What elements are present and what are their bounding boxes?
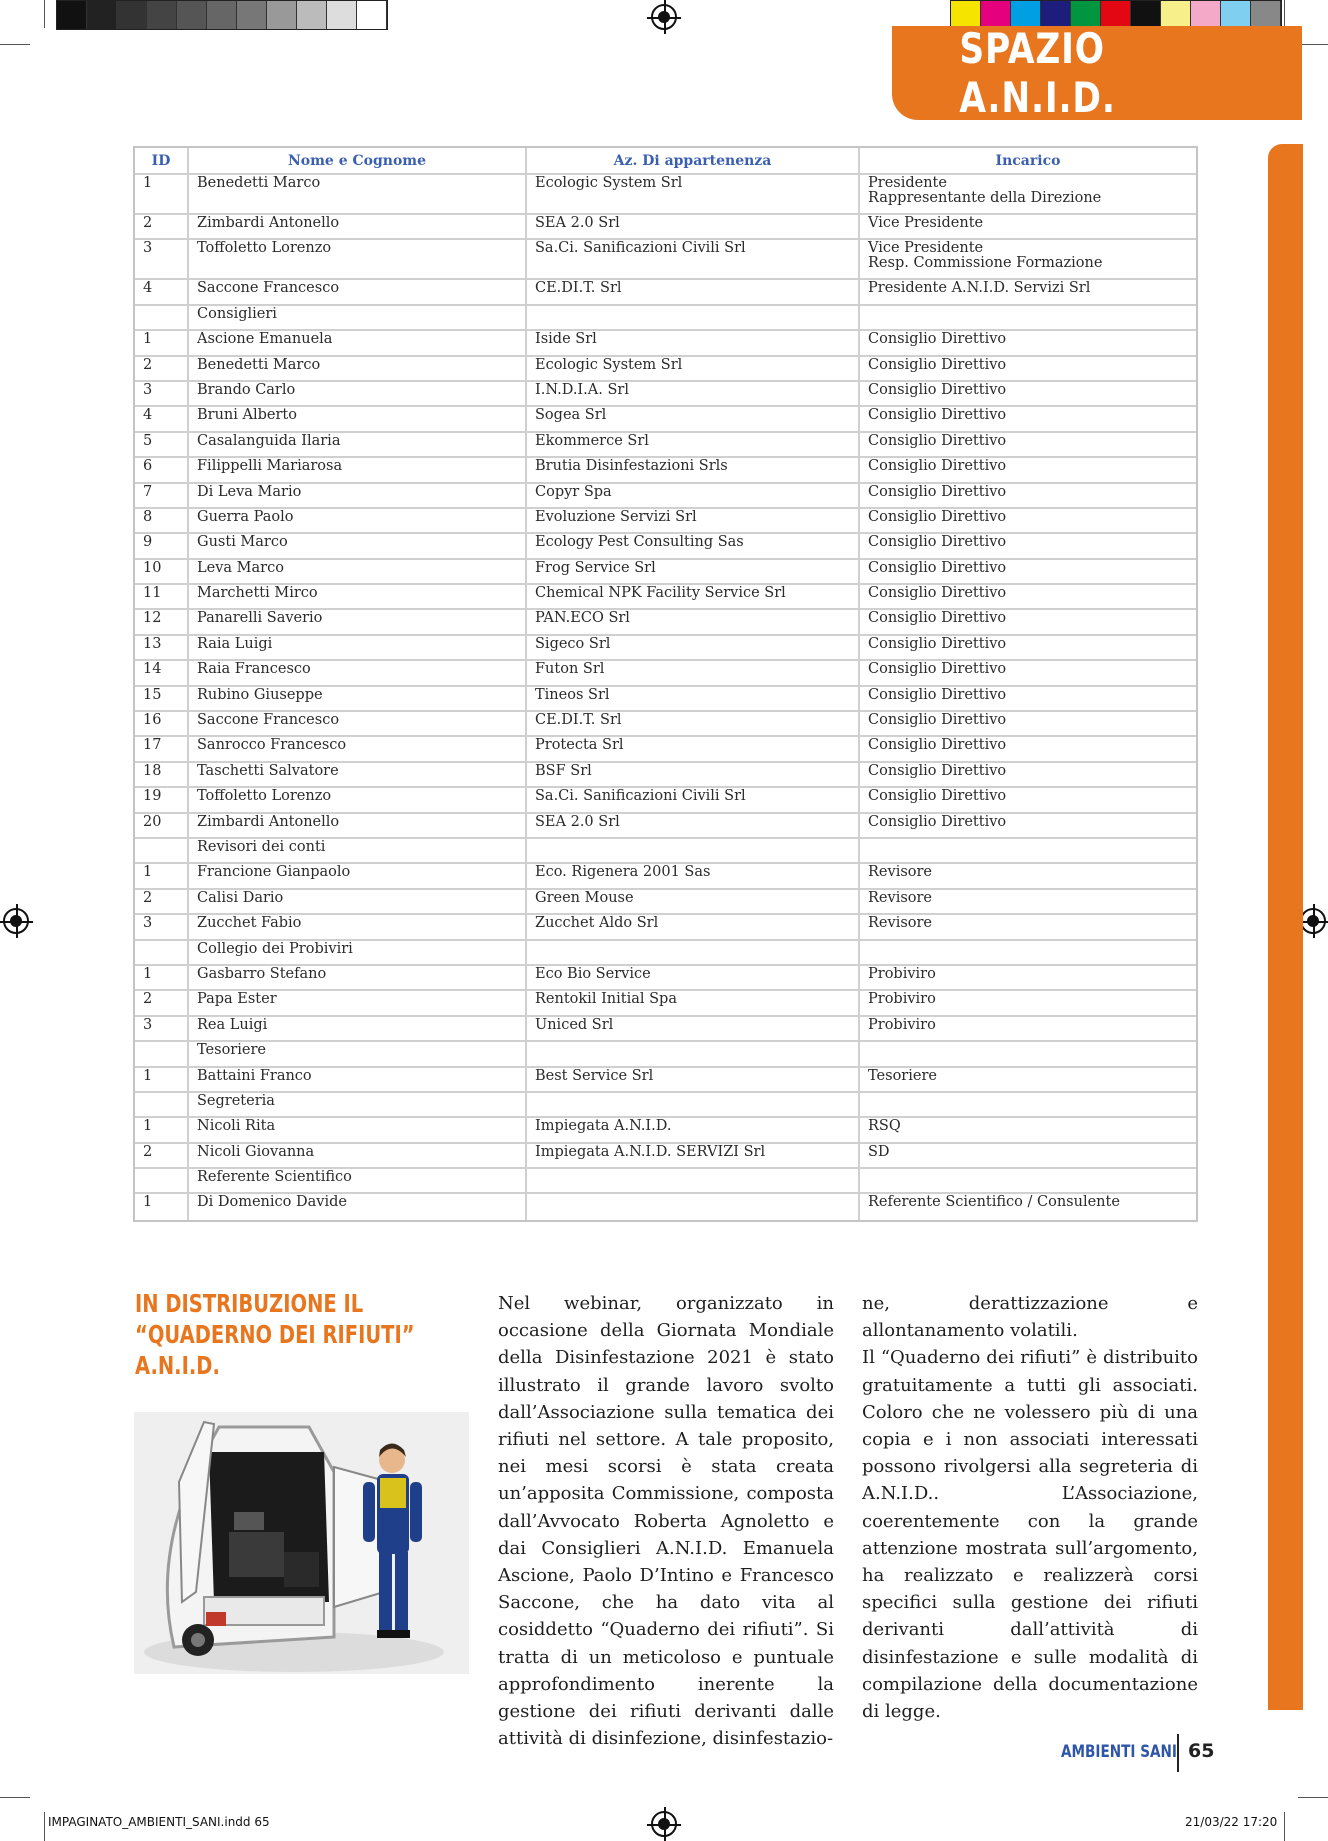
- cell-role: Consiglio Direttivo: [860, 357, 1196, 382]
- cell-role: Consiglio Direttivo: [860, 814, 1196, 839]
- cell-role: Consiglio Direttivo: [860, 763, 1196, 788]
- cell-company: Impiegata A.N.I.D. SERVIZI Srl: [527, 1144, 860, 1169]
- cell-company: Ecology Pest Consulting Sas: [527, 534, 860, 559]
- article-title-line: IN DISTRIBUZIONE IL: [135, 1289, 364, 1318]
- registration-mark-icon: [651, 4, 677, 30]
- cell-company: [527, 306, 860, 331]
- cell-role: Probiviro: [860, 991, 1196, 1016]
- cell-role: Consiglio Direttivo: [860, 687, 1196, 712]
- side-accent-strip: [1268, 144, 1303, 1710]
- crop-mark: [44, 1812, 45, 1841]
- cell-role: Consiglio Direttivo: [860, 737, 1196, 762]
- cell-name: Revisori dei conti: [189, 839, 527, 864]
- table-row: [135, 864, 1196, 889]
- cell-name: Di Domenico Davide: [189, 1194, 527, 1219]
- crop-mark: [0, 1797, 30, 1798]
- column-header-company: Az. Di appartenenza: [527, 148, 860, 175]
- cell-company: Evoluzione Servizi Srl: [527, 509, 860, 534]
- crop-mark: [44, 0, 45, 28]
- table-row: [135, 788, 1196, 813]
- print-slug-date: 21/03/22 17:20: [1185, 1815, 1278, 1829]
- cell-id: [135, 306, 189, 331]
- cell-role-line: Rappresentante della Direzione: [868, 190, 1102, 206]
- cell-name: Segreteria: [189, 1093, 527, 1118]
- crop-mark: [1298, 44, 1328, 45]
- cell-id: 5: [135, 433, 189, 458]
- grayscale-calibration-bar: [56, 0, 388, 30]
- article-paragraph: ne, derattizzazione e allontanamento volatili.: [862, 1293, 1198, 1342]
- cell-id: [135, 1042, 189, 1067]
- cell-company: [527, 1042, 860, 1067]
- cell-role: [860, 175, 1196, 215]
- cell-id: 10: [135, 560, 189, 585]
- cell-role: Revisore: [860, 915, 1196, 940]
- cell-name: Calisi Dario: [189, 890, 527, 915]
- cell-role: Consiglio Direttivo: [860, 788, 1196, 813]
- crop-mark: [1284, 1812, 1285, 1841]
- cell-id: 18: [135, 763, 189, 788]
- table-row: [135, 585, 1196, 610]
- cell-role: Consiglio Direttivo: [860, 331, 1196, 356]
- column-header-id: ID: [135, 148, 189, 175]
- table-row: [135, 1118, 1196, 1143]
- cell-company: CE.DI.T. Srl: [527, 712, 860, 737]
- cell-role: Consiglio Direttivo: [860, 484, 1196, 509]
- cell-name: Rea Luigi: [189, 1017, 527, 1042]
- cell-role: [860, 941, 1196, 966]
- registration-mark-icon: [3, 908, 29, 934]
- officers-table: [133, 146, 1198, 1222]
- cell-company: Sigeco Srl: [527, 636, 860, 661]
- cell-name: Taschetti Salvatore: [189, 763, 527, 788]
- article-paragraph: Nel webinar, organizzato in occasione della Giornata Mondiale della Disinfestazione 2021 è stato illustrato il grande lavoro svolto dall’Associazione sulla tematica dei rifiuti nel settore. A tale proposito, nei mesi scorsi è stata creata un’apposita Commissione, composta dall’Avvocato Roberta Agnoletto e dai Consiglieri A.N.I.D. Emanuela Ascione, Paolo D’Intino e Francesco Saccone, che ha dato vita al cosiddetto “Quaderno dei rifiuti”. Si tratta di un meticoloso e puntuale approfondimento inerente la gestione dei rifiuti derivanti dalle attività di disinfezione, disinfestazio-: [498, 1293, 834, 1750]
- cell-company: Best Service Srl: [527, 1068, 860, 1093]
- cell-role: Consiglio Direttivo: [860, 407, 1196, 432]
- cell-id: 3: [135, 240, 189, 280]
- cell-company: Impiegata A.N.I.D.: [527, 1118, 860, 1143]
- cell-id: 4: [135, 280, 189, 305]
- van-technician-illustration: [134, 1412, 469, 1674]
- table-row: [135, 484, 1196, 509]
- cell-role: SD: [860, 1144, 1196, 1169]
- cell-id: [135, 1169, 189, 1194]
- table-row: [135, 280, 1196, 305]
- article-title-line: “QUADERNO DEI RIFIUTI”: [135, 1320, 415, 1349]
- cell-role: Consiglio Direttivo: [860, 610, 1196, 635]
- cell-company: Ecologic System Srl: [527, 175, 860, 215]
- article-column-1: [498, 1290, 834, 1752]
- cell-id: 1: [135, 331, 189, 356]
- van-technician-image: [134, 1412, 469, 1674]
- cell-id: 1: [135, 1068, 189, 1093]
- cell-name: Sanrocco Francesco: [189, 737, 527, 762]
- cell-name: Nicoli Rita: [189, 1118, 527, 1143]
- cell-company: Rentokil Initial Spa: [527, 991, 860, 1016]
- cell-name: Leva Marco: [189, 560, 527, 585]
- cell-company: Ecologic System Srl: [527, 357, 860, 382]
- cell-name: Benedetti Marco: [189, 175, 527, 215]
- cell-company: Ekommerce Srl: [527, 433, 860, 458]
- cell-id: 3: [135, 382, 189, 407]
- cell-name: Nicoli Giovanna: [189, 1144, 527, 1169]
- cell-id: 13: [135, 636, 189, 661]
- table-row: [135, 175, 1196, 215]
- cell-name: Battaini Franco: [189, 1068, 527, 1093]
- table-row: [135, 534, 1196, 559]
- table-row: [135, 991, 1196, 1016]
- cell-id: 2: [135, 991, 189, 1016]
- cell-id: 11: [135, 585, 189, 610]
- cell-role: Consiglio Direttivo: [860, 712, 1196, 737]
- table-row: [135, 382, 1196, 407]
- cell-id: [135, 941, 189, 966]
- cell-role: Consiglio Direttivo: [860, 458, 1196, 483]
- cell-company: Futon Srl: [527, 661, 860, 686]
- cell-role: Probiviro: [860, 1017, 1196, 1042]
- cell-name: Guerra Paolo: [189, 509, 527, 534]
- cell-role: Consiglio Direttivo: [860, 636, 1196, 661]
- table-row: [135, 1068, 1196, 1093]
- crop-mark: [1284, 0, 1285, 28]
- cell-role: Consiglio Direttivo: [860, 433, 1196, 458]
- table-row: [135, 306, 1196, 331]
- cell-company: SEA 2.0 Srl: [527, 814, 860, 839]
- cell-name: Zimbardi Antonello: [189, 814, 527, 839]
- cell-id: 2: [135, 357, 189, 382]
- cell-company: Copyr Spa: [527, 484, 860, 509]
- table-row: [135, 839, 1196, 864]
- cell-id: 8: [135, 509, 189, 534]
- table-row: [135, 433, 1196, 458]
- cell-id: [135, 839, 189, 864]
- cell-role-line: Vice Presidente: [868, 240, 984, 257]
- cell-company: Sogea Srl: [527, 407, 860, 432]
- cell-role: [860, 1093, 1196, 1118]
- cell-role: RSQ: [860, 1118, 1196, 1143]
- cell-company: Tineos Srl: [527, 687, 860, 712]
- column-header-name: Nome e Cognome: [189, 148, 527, 175]
- cell-role: Vice Presidente: [860, 215, 1196, 240]
- table-row: [135, 712, 1196, 737]
- crop-mark: [0, 44, 30, 45]
- table-row: [135, 1042, 1196, 1067]
- cell-company: Eco. Rigenera 2001 Sas: [527, 864, 860, 889]
- registration-mark-icon: [651, 1811, 677, 1837]
- cell-id: [135, 1093, 189, 1118]
- cell-company: BSF Srl: [527, 763, 860, 788]
- cell-id: 2: [135, 215, 189, 240]
- cell-company: Chemical NPK Facility Service Srl: [527, 585, 860, 610]
- cell-name: Bruni Alberto: [189, 407, 527, 432]
- cell-role: Presidente A.N.I.D. Servizi Srl: [860, 280, 1196, 305]
- cell-name: Tesoriere: [189, 1042, 527, 1067]
- table-row: [135, 331, 1196, 356]
- cell-company: Eco Bio Service: [527, 966, 860, 991]
- cell-name: Raia Francesco: [189, 661, 527, 686]
- cell-id: 1: [135, 864, 189, 889]
- cell-name: Di Leva Mario: [189, 484, 527, 509]
- cell-company: Brutia Disinfestazioni Srls: [527, 458, 860, 483]
- cell-role: Probiviro: [860, 966, 1196, 991]
- cell-id: 1: [135, 1118, 189, 1143]
- cell-id: 3: [135, 915, 189, 940]
- cell-id: 17: [135, 737, 189, 762]
- table-row: [135, 915, 1196, 940]
- cell-company: Frog Service Srl: [527, 560, 860, 585]
- cell-id: 4: [135, 407, 189, 432]
- cell-role: [860, 1169, 1196, 1194]
- cell-name: Rubino Giuseppe: [189, 687, 527, 712]
- cell-role: Consiglio Direttivo: [860, 585, 1196, 610]
- cell-name: Francione Gianpaolo: [189, 864, 527, 889]
- cell-role: Tesoriere: [860, 1068, 1196, 1093]
- cell-id: 7: [135, 484, 189, 509]
- cell-company: Protecta Srl: [527, 737, 860, 762]
- cell-id: 19: [135, 788, 189, 813]
- cell-role: Consiglio Direttivo: [860, 560, 1196, 585]
- cell-role: [860, 306, 1196, 331]
- cell-role-line: Resp. Commissione Formazione: [868, 255, 1103, 272]
- cell-name: Marchetti Mirco: [189, 585, 527, 610]
- cell-name: Casalanguida Ilaria: [189, 433, 527, 458]
- cell-name: Papa Ester: [189, 991, 527, 1016]
- cell-id: 2: [135, 1144, 189, 1169]
- cell-company: SEA 2.0 Srl: [527, 215, 860, 240]
- cell-company: Uniced Srl: [527, 1017, 860, 1042]
- cell-name: Toffoletto Lorenzo: [189, 788, 527, 813]
- table-row: [135, 357, 1196, 382]
- cell-id: 2: [135, 890, 189, 915]
- cell-role: Consiglio Direttivo: [860, 661, 1196, 686]
- table-row: [135, 1169, 1196, 1194]
- table-row: [135, 636, 1196, 661]
- table-row: [135, 407, 1196, 432]
- cell-company: [527, 1194, 860, 1219]
- article-title: [135, 1288, 470, 1381]
- cell-company: Iside Srl: [527, 331, 860, 356]
- cell-role-line: Presidente: [868, 175, 947, 191]
- cell-name: Toffoletto Lorenzo: [189, 240, 527, 280]
- cell-company: [527, 839, 860, 864]
- cell-company: I.N.D.I.A. Srl: [527, 382, 860, 407]
- print-slug-filename: IMPAGINATO_AMBIENTI_SANI.indd 65: [48, 1815, 270, 1829]
- cell-company: Sa.Ci. Sanificazioni Civili Srl: [527, 788, 860, 813]
- table-row: [135, 509, 1196, 534]
- table-row: [135, 661, 1196, 686]
- cell-name: Gusti Marco: [189, 534, 527, 559]
- table-row: [135, 215, 1196, 240]
- cell-role: Referente Scientifico / Consulente: [868, 1194, 1120, 1211]
- cell-name: Consiglieri: [189, 306, 527, 331]
- cell-name: Saccone Francesco: [189, 280, 527, 305]
- cell-id: 9: [135, 534, 189, 559]
- table-row: [135, 560, 1196, 585]
- table-row: [135, 737, 1196, 762]
- cell-id: 15: [135, 687, 189, 712]
- article-title-line: A.N.I.D.: [135, 1351, 220, 1380]
- section-title: SPAZIO A.N.I.D.: [959, 24, 1116, 122]
- page-number: 65: [1188, 1740, 1215, 1762]
- article-paragraph: Il “Quaderno dei rifiuti” è distribuito gratuitamente a tutti gli associati. Coloro che ne volessero più di una copia e i non associati interessati possono rivolgersi alla segreteria di A.N.I.D.. L’Associazione, coerentemente con la grande attenzione mostrata sull’argomento, ha realizzato e realizzerà corsi specifici sulla gestione dei rifiuti derivanti dall’attività di disinfestazione e sulle modalità di compilazione della documentazione di legge.: [862, 1347, 1198, 1723]
- table-row: [135, 687, 1196, 712]
- cell-id: 1: [135, 175, 189, 215]
- cell-company: [527, 1169, 860, 1194]
- cell-company: [527, 1093, 860, 1118]
- table-row: [135, 941, 1196, 966]
- cell-name: Benedetti Marco: [189, 357, 527, 382]
- cell-id: 16: [135, 712, 189, 737]
- cell-name: Brando Carlo: [189, 382, 527, 407]
- article-column-2: [862, 1290, 1198, 1725]
- cell-company: PAN.ECO Srl: [527, 610, 860, 635]
- cell-role: Revisore: [860, 864, 1196, 889]
- cell-name: Gasbarro Stefano: [189, 966, 527, 991]
- table-row: [135, 763, 1196, 788]
- cell-company: [527, 941, 860, 966]
- table-row: [135, 966, 1196, 991]
- table-row: [135, 1017, 1196, 1042]
- table-row: [135, 458, 1196, 483]
- column-header-role: Incarico: [860, 148, 1196, 175]
- cell-name: Panarelli Saverio: [189, 610, 527, 635]
- cell-name: Zimbardi Antonello: [189, 215, 527, 240]
- registration-mark-icon: [1300, 908, 1326, 934]
- cell-role: Consiglio Direttivo: [860, 509, 1196, 534]
- table-row: [135, 814, 1196, 839]
- cell-name: Zucchet Fabio: [189, 915, 527, 940]
- cell-role: Consiglio Direttivo: [860, 534, 1196, 559]
- cell-id: 14: [135, 661, 189, 686]
- cell-id: 3: [135, 1017, 189, 1042]
- cell-company: Green Mouse: [527, 890, 860, 915]
- cell-id: 6: [135, 458, 189, 483]
- footer-divider: [1177, 1734, 1179, 1772]
- table-row: [135, 1093, 1196, 1118]
- crop-mark: [1298, 1797, 1328, 1798]
- section-header-tab: [892, 26, 1302, 120]
- cell-name: Ascione Emanuela: [189, 331, 527, 356]
- cell-role: [860, 1042, 1196, 1067]
- cell-role: Revisore: [860, 890, 1196, 915]
- cell-id: 12: [135, 610, 189, 635]
- cell-name: Collegio dei Probiviri: [189, 941, 527, 966]
- table-row: [135, 1194, 1196, 1219]
- cell-company: Zucchet Aldo Srl: [527, 915, 860, 940]
- table-header-row: [135, 148, 1196, 175]
- table-body: [135, 175, 1196, 1220]
- table-row: [135, 1144, 1196, 1169]
- cell-id: 1: [135, 1194, 189, 1219]
- table-row: [135, 610, 1196, 635]
- cell-role: [860, 240, 1196, 280]
- cell-company: Sa.Ci. Sanificazioni Civili Srl: [527, 240, 860, 280]
- cell-company: CE.DI.T. Srl: [527, 280, 860, 305]
- cell-name: Referente Scientifico: [189, 1169, 527, 1194]
- table-row: [135, 890, 1196, 915]
- cell-role: [860, 839, 1196, 864]
- cell-id: 20: [135, 814, 189, 839]
- cell-name: Filippelli Mariarosa: [189, 458, 527, 483]
- cell-name: Saccone Francesco: [189, 712, 527, 737]
- table-row: [135, 240, 1196, 280]
- magazine-name: AMBIENTI SANI: [1061, 1742, 1177, 1762]
- cell-role: Consiglio Direttivo: [860, 382, 1196, 407]
- cell-id: 1: [135, 966, 189, 991]
- cell-name: Raia Luigi: [189, 636, 527, 661]
